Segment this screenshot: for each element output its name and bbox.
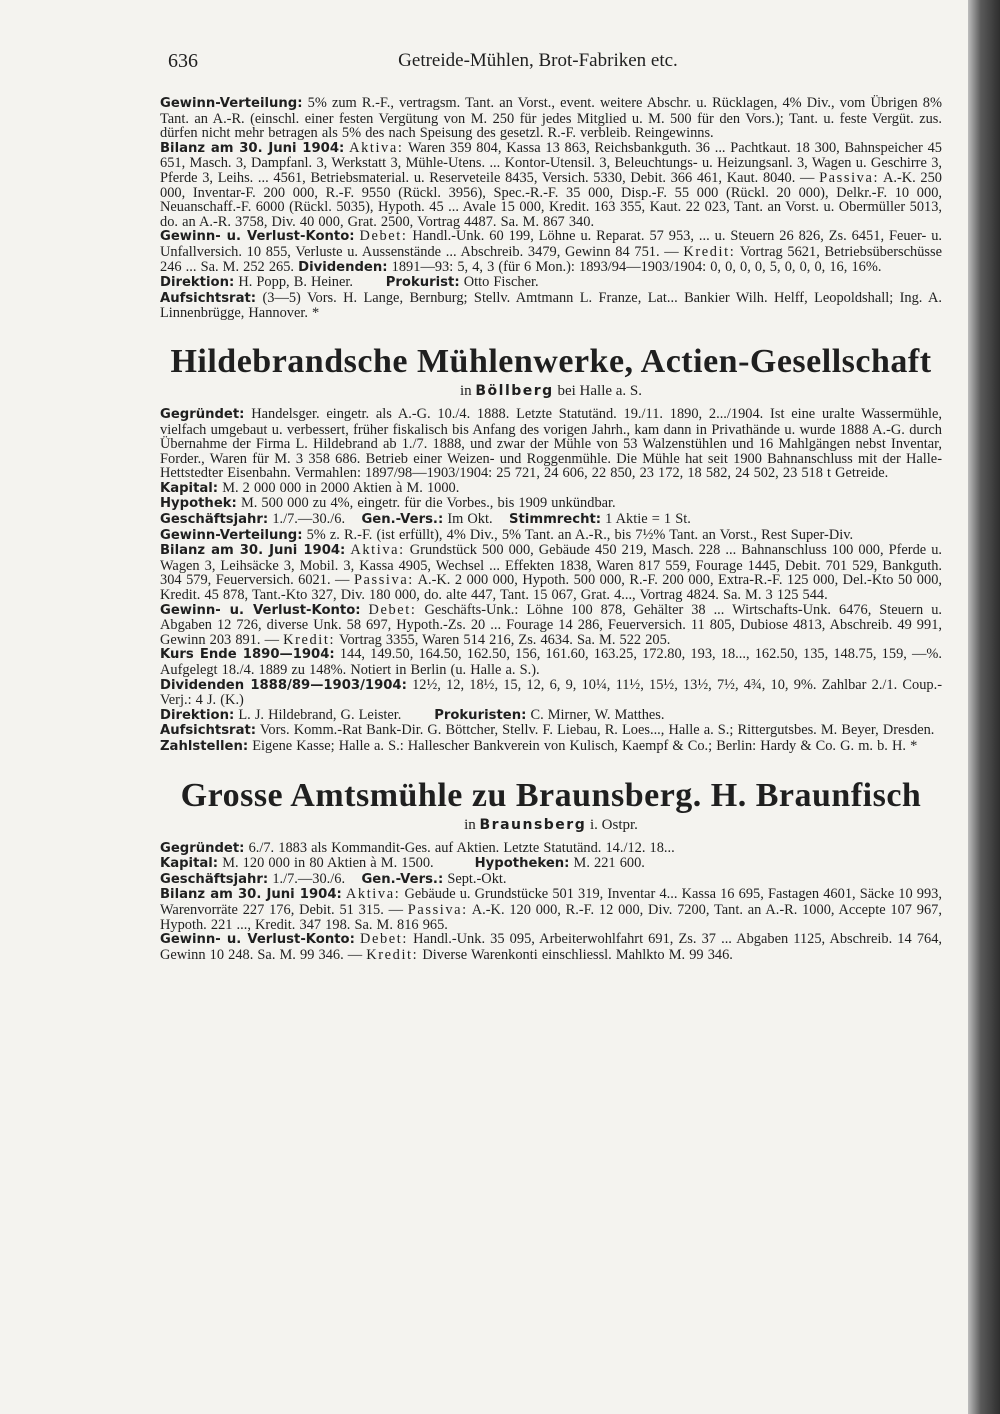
field-label: Geschäftsjahr: [160, 512, 269, 528]
passiva-text: A.-K. 2 000 000, Hypoth. 500 000, R.-F. 200 000, Extra-R.-F. 125 000, Del.-Kto 50 000, Kredit. 45 878, Tant.-Kto 327, Div. 180 000, do. alte 447, Tant. 15 067, Grat. 4..., Vortrag 4824. Sa. M. 3 125 544. [160, 572, 942, 604]
kredit-label: Kredit: [683, 243, 736, 260]
gegruendet-text: Handelsger. eingetr. als A.-G. 10./4. 1888. Letzte Statutänd. 19./11. 1890, 2.../1904. Ist eine uralte Wassermühle, vielfach umgebaut u. verbessert, früher fiskalisch bis Anfang des vorigen Jahrh., kam dann in Privathände u. wurde 1888 A.-G. durch Übernahme der Firma L. Hildebrand ab 1./7. 1888, und zwar der Mühle von 53 Walzenstühlen und 16 Mahlgängen nebst Inventar, Forder., Waren für M. 3 358 686. Betrieb einer Weizen- und Roggenmühle. Die Mühle hat seit 1900 Bahnanschluss mit der Halle-Hettstedter Eisenbahn. Vermahlen: 1897/98—1903/1904: 25 721, 24 606, 22 850, 23 172, 18 582, 24 502, 23 518 t Getreide. [160, 405, 942, 482]
field-label: Gewinn- u. Verlust-Konto: [160, 932, 355, 948]
prokurist-text: Otto Fischer. [463, 274, 539, 291]
dividenden-text: 12½, 12, 18½, 15, 12, 6, 9, 10¼, 11½, 15½, 13½, 7½, 4¾, 10, 9%. Zahlbar 2./1. Coup.-Verj.: 4 J. (K.) [160, 676, 942, 709]
field-label: Direktion: [160, 707, 235, 723]
field-label: Bilanz am 30. Juni 1904: [160, 543, 346, 559]
direktion-text: L. J. Hildebrand, G. Leister. [238, 706, 402, 723]
location-place: Braunsberg [479, 816, 587, 833]
field-label: Dividenden 1888/89—1903/1904: [160, 677, 407, 693]
location-prefix: in [459, 382, 472, 399]
field-label: Gewinn-Verteilung: [160, 96, 303, 111]
entry2-zahlstellen [160, 739, 942, 755]
direktion-text: H. Popp, B. Heiner. [238, 274, 353, 291]
aktiva-text: Grundstück 500 000, Gebäude 450 219, Masch. 228 ... Bahnanschluss 100 000, Pferde u. Wagen 3, Leihsäcke 3, Mobil. 3, Kassa 4905, Wechsel ... Effekten 1838, Waren 817 559, Fourage 1445, Debit. 701 529, Bankguth. 304 579, Feuerversich. 6021. — [160, 542, 942, 589]
field-label: Hypotheken: [474, 856, 570, 872]
zahlstellen-text: Eigene Kasse; Halle a. S.: Hallescher Bankverein von Kulisch, Kaempf & Co.; Berlin: Hardy & Co. G. m. b. H. * [252, 737, 918, 754]
company-location [160, 815, 942, 835]
entry2-bilanz [160, 543, 942, 602]
field-label: Aufsichtsrat: [160, 723, 257, 739]
gen-vers-text: Im Okt. [447, 511, 493, 528]
field-label: Gewinn- u. Verlust-Konto: [160, 229, 355, 245]
field-label: Direktion: [160, 275, 235, 291]
entry1-gewinn-konto [160, 229, 942, 275]
kredit-text: Vortrag 5621, Betriebsüberschüsse 246 ... Sa. M. 252 265. [160, 243, 942, 275]
entry1-gewinn-verteilung [160, 96, 942, 141]
location-suffix: i. Ostpr. [589, 816, 638, 833]
stimmrecht-text: 1 Aktie = 1 St. [605, 511, 691, 528]
field-label: Gen.-Vers.: [361, 871, 444, 887]
book-gutter-shadow [968, 0, 1000, 1414]
aufsichtsrat-text: (3—5) Vors. H. Lange, Bernburg; Stellv. Amtmann L. Franze, Lat... Bankier Wilh. Helff, Leopoldshall; Ing. A. Linnenbrügge, Hannover. * [160, 289, 942, 322]
hypotheken-text: M. 221 600. [573, 855, 645, 872]
debet-text: Geschäfts-Unk.: Löhne 100 878, Gehälter 38 ... Wirtschafts-Unk. 6476, Steuern u. Abgaben 12 726, diverse Unk. 58 697, Hypoth.-Zs. 20 ... Fourage 14 286, Feuerversich. 11 805, Dubiose 4813, Abschreib. 49 991, Gewinn 203 891. — [160, 601, 942, 648]
field-label: Zahlstellen: [160, 738, 249, 754]
spacer [160, 321, 942, 343]
field-label: Bilanz am 30. Juni 1904: [160, 140, 345, 156]
kredit-label: Kredit: [366, 946, 419, 963]
entry3-kapital [160, 856, 942, 872]
geschaeftsjahr-text: 1./7.—30./6. [272, 511, 346, 528]
kredit-text: Diverse Warenkonti einschliessl. Mahlkto M. 99 346. [422, 946, 733, 963]
entry1-direktion [160, 275, 942, 291]
company-title-hildebrand: Hildebrandsche Mühlenwerke, Actien-Gesellschaft [170, 342, 932, 380]
entry2-dividenden [160, 678, 942, 708]
gen-vers-text: Sept.-Okt. [447, 870, 507, 887]
entry2-gegruendet [160, 407, 942, 481]
aufsichtsrat-text: Vors. Komm.-Rat Bank-Dir. G. Böttcher, Stellv. F. Liebau, R. Loes..., Halle a. S.; Rittergutsbes. M. Beyer, Dresden. [259, 722, 935, 739]
debet-label: Debet: [368, 601, 417, 618]
passiva-label: Passiva: [407, 901, 468, 918]
entry3-gewinn-konto [160, 932, 942, 962]
entry2-kurs [160, 647, 942, 677]
geschaeftsjahr-text: 1./7.—30./6. [272, 870, 346, 887]
debet-text: Handl.-Unk. 35 095, Arbeiterwohlfahrt 691, Zs. 37 ... Abgaben 1125, Abschreib. 14 764, Gewinn 10 248. Sa. M. 99 346. — [160, 931, 942, 963]
passiva-text: A.-K. 120 000, R.-F. 12 000, Div. 7200, Tant. an A.-R. 1000, Accepte 107 967, Hypoth. 221 ..., Kredit. 347 198. Sa. M. 816 965. [160, 901, 942, 933]
page-number: 636 [168, 50, 198, 72]
entry2-kapital [160, 481, 942, 497]
aktiva-label: Aktiva: [350, 542, 405, 559]
field-label: Gewinn-Verteilung: [160, 527, 303, 543]
company-location [160, 381, 942, 401]
field-text: 5% zum R.-F., vertragsm. Tant. an Vorst., event. weitere Abschr. u. Rücklagen, 4% Div., vom Übrigen 8% Tant. an A.-R. (einschl. einer festen Vergütung von M. 250 für jedes Mitglied u. M. 500 für den Vors.); Tant. u. feste Vergüt. zus. dürfen nicht mehr betragen als 5% des nach Speisung des gesetzl. R.-F. verbleib. Reingewinns. [160, 95, 942, 142]
field-label: Gegründet: [160, 840, 245, 856]
field-label: Stimmrecht: [509, 512, 602, 528]
field-label: Kapital: [160, 480, 219, 496]
running-title: Getreide-Mühlen, Brot-Fabriken etc. [398, 50, 678, 71]
aktiva-label: Aktiva: [349, 139, 404, 156]
kredit-text: Vortrag 3355, Waren 514 216, Zs. 4634. Sa. M. 522 205. [338, 631, 671, 648]
field-label: Prokurist: [385, 275, 460, 291]
field-label: Prokuristen: [434, 707, 527, 723]
debet-text: Handl.-Unk. 60 199, Löhne u. Reparat. 57 953, ... u. Steuern 26 826, Zs. 6451, Feuer- u. Unfallversich. 10 855, Verluste u. Aussenstände ... Abschreib. 3479, Gewinn 84 751. — [160, 228, 942, 260]
entry3-bilanz [160, 887, 942, 932]
entry2-hypothek [160, 496, 942, 512]
aktiva-label: Aktiva: [345, 886, 401, 903]
field-label: Hypothek: [160, 496, 237, 512]
passiva-text: A.-K. 250 000, Inventar-F. 200 000, R.-F. 9550 (Rückl. 3956), Spec.-R.-F. 35 000, Disp.-F. 55 000 (Rückl. 20 000), Delkr.-F. 10 000, Neuanschaff.-F. 6000 (Rückl. 5035), Hypoth. 45 ... Avale 15 000, Kredit. 163 355, Kaut. 22 023, Tant. an Vorst. u. Obermüller 5013, do. an A.-R. 3758, Div. 40 000, Grat. 2500, Vortrag 4487. Sa. M. 867 340. [160, 169, 942, 230]
field-label: Kurs Ende 1890—1904: [160, 647, 335, 663]
aktiva-text: Gebäude u. Grundstücke 501 319, Inventar 4... Kassa 16 695, Fastagen 4601, Säcke 10 993, Warenvorräte 227 176, Debit. 51 315. — [160, 886, 942, 918]
kapital-text: M. 2 000 000 in 2000 Aktien à M. 1000. [222, 479, 460, 496]
entry3-gegruendet [160, 841, 942, 857]
entry2-gewinn-konto [160, 603, 942, 648]
field-label: Gegründet: [160, 406, 245, 422]
field-label: Kapital: [160, 856, 219, 872]
kredit-label: Kredit: [283, 631, 336, 648]
location-suffix: bei Halle a. S. [557, 382, 643, 399]
debet-label: Debet: [360, 931, 408, 948]
gegruendet-text: 6./7. 1883 als Kommandit-Ges. auf Aktien. Letzte Statutänd. 14./12. 18... [248, 839, 675, 856]
running-head [168, 50, 908, 76]
company-title-braunsberg: Grosse Amtsmühle zu Braunsberg. H. Braunfisch [180, 776, 922, 814]
entry2-geschaeftsjahr [160, 512, 942, 528]
kapital-text: M. 120 000 in 80 Aktien à M. 1500. [222, 855, 434, 872]
debet-label: Debet: [359, 228, 408, 245]
page-body [160, 96, 942, 962]
entry2-aufsichtsrat [160, 723, 942, 739]
field-label: Gen.-Vers.: [361, 512, 444, 528]
entry1-bilanz [160, 141, 942, 230]
field-label: Aufsichtsrat: [160, 290, 257, 306]
field-label: Gewinn- u. Verlust-Konto: [160, 602, 361, 618]
gewinn-verteilung-text: 5% z. R.-F. (ist erfüllt), 4% Div., 5% Tant. an A.-R., bis 7½% Tant. an Vorst., Rest Super-Div. [306, 526, 854, 543]
spacer [160, 755, 942, 777]
dividenden-text: 1891—93: 5, 4, 3 (für 6 Mon.): 1893/94—1903/1904: 0, 0, 0, 0, 5, 0, 0, 0, 16, 16%. [391, 258, 882, 275]
kurs-text: 144, 149.50, 164.50, 162.50, 156, 161.60, 163.25, 172.80, 193, 18..., 162.50, 135, 148.75, 159, —%. Aufgelegt 18./4. 1889 zu 148%. Notiert in Berlin (u. Halle a. S.). [160, 646, 942, 678]
location-prefix: in [464, 816, 476, 833]
prokuristen-text: C. Mirner, W. Matthes. [530, 706, 665, 723]
field-label: Geschäftsjahr: [160, 871, 269, 887]
hypothek-text: M. 500 000 zu 4%, eingetr. für die Vorbes., bis 1909 unkündbar. [240, 495, 616, 512]
field-label: Dividenden: [298, 259, 388, 275]
aktiva-text: Waren 359 804, Kassa 13 863, Reichsbankguth. 36 ... Pachtkaut. 18 300, Bahnspeicher 45 651, Masch. 3, Dampfanl. 3, Werkstatt 3, Mühle-Utens. ... Kontor-Utensil. 3, Beleuchtungs- u. Heizungsanl. 3, Wagen u. Geschirre 3, Pferde 3, Leihs. ... 4561, Betriebsmaterial. u. Reserveteile 8435, Versich. 5330, Debit. 366 461, Kaut. 8040. — [160, 139, 942, 186]
entry3-geschaeftsjahr [160, 872, 942, 888]
location-place: Böllberg [475, 382, 554, 399]
passiva-label: Passiva: [819, 169, 880, 186]
entry2-direktion [160, 708, 942, 724]
entry2-gewinn-verteilung [160, 528, 942, 544]
passiva-label: Passiva: [353, 572, 414, 589]
entry1-aufsichtsrat [160, 291, 942, 321]
field-label: Bilanz am 30. Juni 1904: [160, 887, 342, 903]
